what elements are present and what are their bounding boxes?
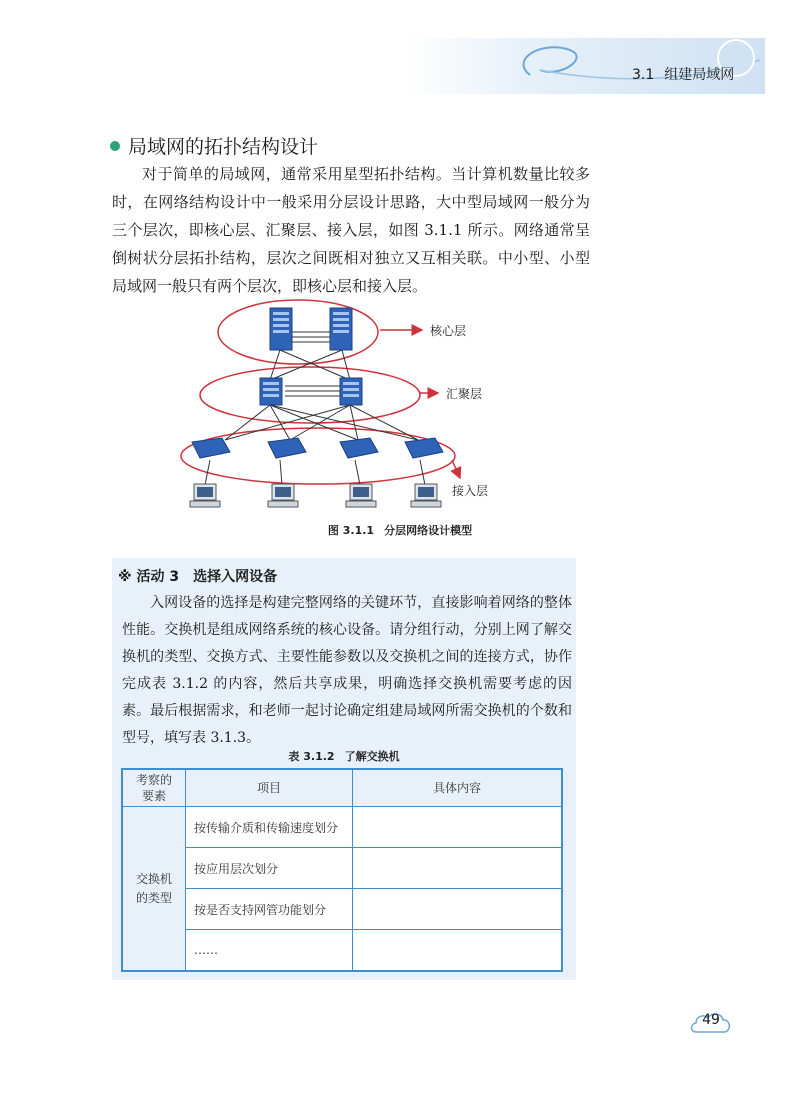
aggregation-switch-right-icon	[340, 378, 362, 405]
table-row	[122, 930, 562, 972]
running-header	[632, 64, 734, 84]
computer-icon	[268, 484, 298, 507]
activity-marker: ※ 活动 3	[118, 569, 180, 585]
core-switch-left-icon	[270, 308, 292, 350]
row-content-cell[interactable]	[353, 930, 563, 972]
computer-icon	[346, 484, 376, 507]
row-item: 按是否支持网管功能划分	[186, 889, 353, 930]
aggregation-layer-label: 汇聚层	[446, 387, 483, 401]
table-row	[122, 848, 562, 889]
category-line2: 的类型	[135, 890, 172, 905]
figure-caption	[0, 522, 800, 538]
header-section-title: 组建局域网	[664, 67, 735, 83]
row-content-cell[interactable]	[353, 889, 563, 930]
table-caption	[0, 748, 688, 764]
table-row	[122, 889, 562, 930]
table-header-row	[122, 769, 562, 807]
activity-title	[118, 566, 277, 586]
section-title: 局域网的拓扑结构设计	[128, 136, 319, 158]
switch-info-table	[121, 768, 563, 972]
header-item: 项目	[186, 769, 353, 807]
activity-text: 入网设备的选择是构建完整网络的关键环节，直接影响着网络的整体性能。交换机是组成网络系统的核心设备。请分组行动，分别上网了解交换机的类型、交换方式、主要性能参数以及交换机之间的连接方式，协作完成表 3.1.2 的内容，然后共享成果，明确选择交换机需要考虑的因素。最后根据需求，和老师一起讨论确定组建局域网所需交换机的个数和型号，填写表 3.1.3。	[122, 595, 572, 746]
core-layer-label: 核心层	[430, 324, 467, 338]
page-number: 49	[702, 1012, 720, 1028]
section-paragraph: 对于简单的局域网，通常采用星型拓扑结构。当计算机数量比较多时，在网络结构设计中一般采用分层设计思路，大中型局域网一般分为三个层次，即核心层、汇聚层、接入层，如图 3.1.1 所示。网络通常呈倒树状分层拓扑结构，层次之间既相对独立又互相关联。中小型、小型局域网一般只有两个层次，即核心层和接入层。	[112, 165, 590, 295]
header-factor	[122, 769, 186, 807]
row-content-cell[interactable]	[353, 807, 563, 848]
access-switch-icon	[268, 438, 306, 458]
section-heading	[110, 132, 318, 159]
table-caption-title: 了解交换机	[344, 750, 400, 763]
access-switch-icon	[340, 438, 378, 458]
header-content: 具体内容	[353, 769, 563, 807]
header-section-number: 3.1	[632, 67, 655, 83]
access-layer-label: 接入层	[452, 484, 489, 498]
bullet-icon	[110, 141, 120, 151]
table-caption-number: 表 3.1.2	[288, 750, 335, 763]
access-switch-icon	[192, 438, 230, 458]
computer-icon	[190, 484, 220, 507]
network-diagram	[170, 290, 530, 515]
category-line1: 交换机	[135, 871, 172, 886]
category-cell	[122, 807, 186, 972]
computer-icon	[411, 484, 441, 507]
row-item: ……	[186, 930, 353, 972]
header-factor-line2: 要素	[141, 789, 166, 803]
header-factor-line1: 考察的	[135, 773, 172, 787]
activity-title-text: 选择入网设备	[193, 569, 278, 585]
aggregation-switch-left-icon	[260, 378, 282, 405]
table-row	[122, 807, 562, 848]
row-content-cell[interactable]	[353, 848, 563, 889]
access-switch-icon	[405, 438, 443, 458]
row-item: 按传输介质和传输速度划分	[186, 807, 353, 848]
figure-caption-number: 图 3.1.1	[327, 524, 375, 537]
row-item: 按应用层次划分	[186, 848, 353, 889]
core-switch-right-icon	[330, 308, 352, 350]
access-arrow-icon	[452, 460, 460, 478]
figure-caption-title: 分层网络设计模型	[384, 524, 473, 537]
